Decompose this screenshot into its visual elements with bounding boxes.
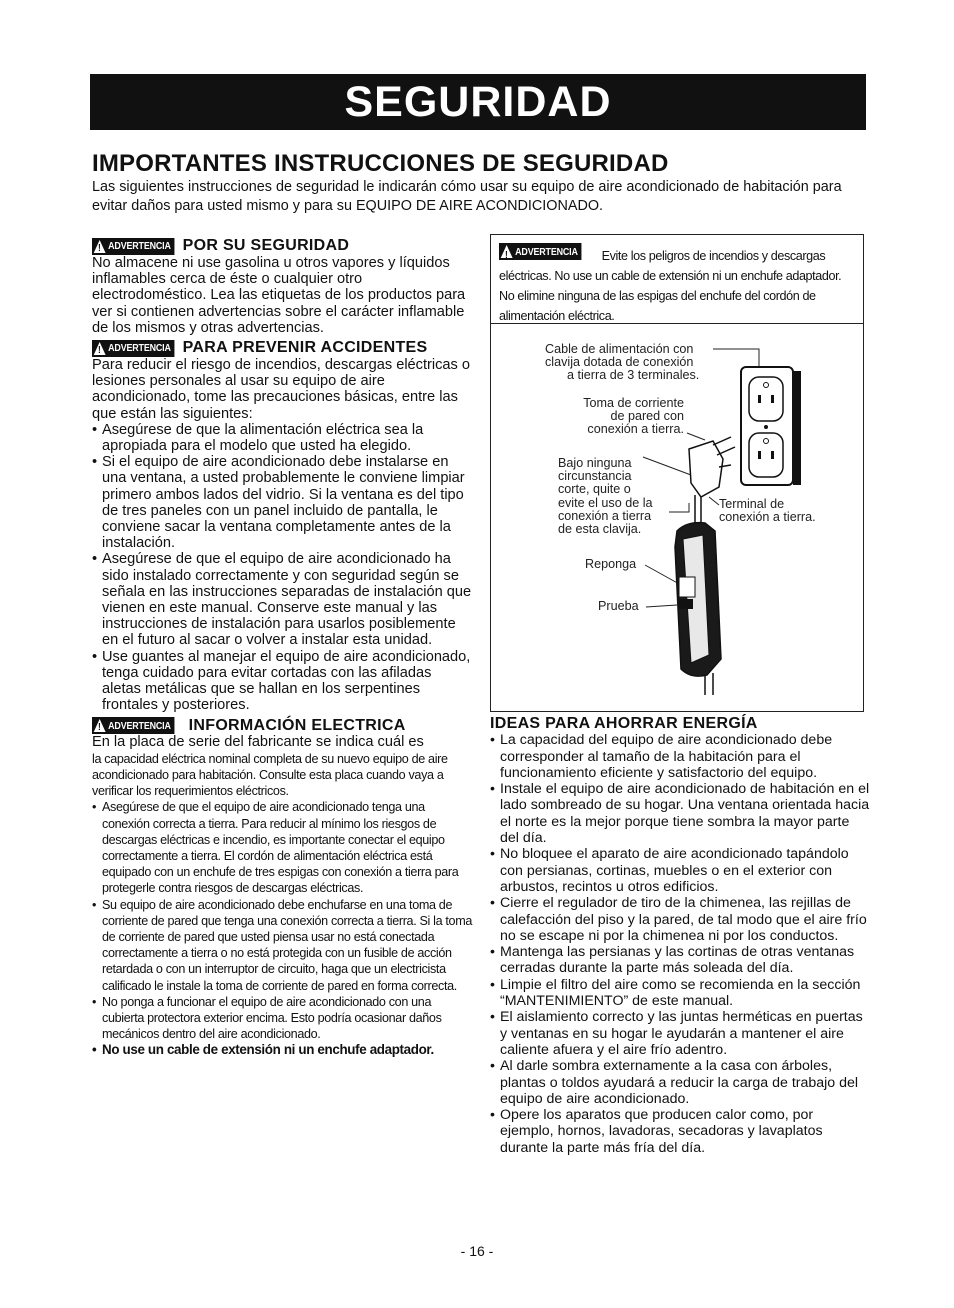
warning-triangle-icon <box>94 342 106 355</box>
label-line: Bajo ninguna <box>558 456 632 470</box>
list-item: • La capacidad del equipo de aire acondicionado debe corresponder al tamaño de la habitación para el funcionamiento eficiente y satisfactorio del equipo. <box>490 732 870 781</box>
plug-outlet-diagram <box>491 235 863 711</box>
list-item: • Opere los aparatos que producen calor como, por ejemplo, hornos, lavadoras, secadoras y lavaplatos durante la parte más fría del día. <box>490 1107 870 1156</box>
label-line: conexión a tierra <box>558 508 652 523</box>
warning-badge-label: ADVERTENCIA <box>108 719 171 732</box>
label-line: conexión a tierra. <box>587 422 684 437</box>
list-item: • Su equipo de aire acondicionado debe enchufarse en una toma de corriente de pared que tenga una conexión correcta a tierra. Si la toma de corriente de pared que usted piensa usar no está conectada correctamente a tierra o no está protegida con un fusible de acción retardada o con un interruptor de circuito, haga que un electricista calificado le instale la toma de corriente de pared en forma correcta. <box>92 897 472 994</box>
label-line: de esta clavija. <box>558 522 642 537</box>
page-number: - 16 - <box>460 1243 494 1259</box>
warning-badge-label: ADVERTENCIA <box>515 245 578 258</box>
section-electric-lead: En la placa de serie del fabricante se indica cuál es <box>92 734 424 751</box>
section-accidents-body: Para reducir el riesgo de incendios, descargas eléctricas o lesiones personales al usar su equipo de aire acondicionado, tome las precauciones básicas, entre las que están las siguientes: <box>92 357 471 422</box>
accidents-list <box>92 422 472 714</box>
list-item: • Cierre el regulador de tiro de la chimenea, las rejillas de calefacción del piso y la pared, de tal modo que el aire frío no se escape ni por la chimenea ni por los conductos. <box>490 895 870 944</box>
list-item: • Asegúrese de que el equipo de aire acondicionado ha sido instalado correctamente y con seguridad según se señala en las instrucciones separadas de instalación que vienen en este manual. Conserve este manual y las instrucciones de instalación para usarlos posiblemente en el futuro al sacar o volver a instalar esta unidad. <box>92 551 472 648</box>
label-line: evite el uso de la <box>558 495 653 510</box>
section-safety-heading <box>92 238 472 255</box>
list-item: • Mantenga las persianas y las cortinas de otras ventanas cerradas durante la parte más soleada del día. <box>490 944 870 977</box>
list-item: • El aislamiento correcto y las juntas herméticas en puertas y ventanas en su hogar le ayudarán a mantener el aire caliente afuera y el aire frío adentro. <box>490 1009 870 1058</box>
warning-badge-label: ADVERTENCIA <box>108 342 171 355</box>
warning-badge-label: ADVERTENCIA <box>108 240 171 253</box>
electric-list <box>92 799 472 1058</box>
list-item: • Asegúrese de que la alimentación eléctrica sea la apropiada para el modelo que usted ha elegido. <box>92 422 472 454</box>
main-title: IMPORTANTES INSTRUCCIONES DE SEGURIDAD <box>92 150 669 177</box>
section-electric-heading <box>92 717 472 734</box>
gfci-device-icon <box>675 523 721 695</box>
label-line: corte, quite o <box>558 482 631 497</box>
energy-tips-list <box>490 732 870 1156</box>
list-item: • Limpie el filtro del aire como se recomienda en la sección “MANTENIMIENTO” de este manual. <box>490 977 870 1010</box>
warning-box <box>490 234 864 712</box>
label-line: de pared con <box>610 409 684 424</box>
list-item: • Al darle sombra externamente a la casa con árboles, plantas o toldos ayudará a reducir la carga de trabajo del equipo de aire acondicionado. <box>490 1058 870 1107</box>
section-electric-title: INFORMACIÓN ELECTRICA <box>188 716 406 734</box>
warning-triangle-icon <box>94 719 106 732</box>
label-reset: Reponga <box>585 557 637 571</box>
list-item: • Instale el equipo de aire acondicionado de habitación en el lado sombreado de su hogar. Una ventana orientada hacia el norte es la mejor porque tiene sombra la mayor parte del día. <box>490 781 870 846</box>
wall-outlet-icon <box>741 367 801 485</box>
label-test: Prueba <box>598 599 639 613</box>
section-accidents-heading <box>92 340 472 357</box>
warning-badge <box>92 717 174 734</box>
left-column <box>92 238 472 1059</box>
section-safety-title: POR SU SEGURIDAD <box>182 237 350 255</box>
label-line: conexión a tierra. <box>719 510 816 525</box>
list-item: • No ponga a funcionar el equipo de aire acondicionado con una cubierta protectora exterior encima. Esto podría ocasionar daños mecánicos dentro del aire acondicionado. <box>92 994 472 1043</box>
warning-box-message: Evite los peligros de incendios y descargas eléctricas. No use un cable de extensión ni un enchufe adaptador. No elimine ninguna de las espigas del enchufe del cordón de alimentación eléctrica. <box>499 249 842 323</box>
right-column <box>490 716 870 1156</box>
warning-badge <box>92 340 174 357</box>
label-line: circunstancia <box>558 469 632 484</box>
section-accidents-title: PARA PREVENIR ACCIDENTES <box>182 339 428 357</box>
list-item-bold: • No use un cable de extensión ni un enchufe adaptador. <box>92 1042 472 1058</box>
section-electric-body: la capacidad eléctrica nominal completa de su nuevo equipo de aire acondicionado para habitación. Consulte esta placa cuando vaya a verificar los requerimientos eléctricos. <box>92 751 448 799</box>
page-banner: SEGURIDAD <box>90 74 866 130</box>
label-line: Cable de alimentación con <box>545 342 694 356</box>
label-line: Terminal de <box>719 497 785 511</box>
section-energy-title: IDEAS PARA AHORRAR ENERGÍA <box>490 715 758 732</box>
list-item: • Use guantes al manejar el equipo de aire acondicionado, tenga cuidado para evitar cortadas con las afiladas aletas metálicas que se hallan en los serpentines frontales y posteriores. <box>92 649 472 714</box>
label-line: Toma de corriente <box>583 396 684 410</box>
list-item: • Asegúrese de que el equipo de aire acondicionado tenga una conexión correcta a tierra. Para reducir al mínimo los riesgos de descargas eléctricas e incendio, es importante conectar el equipo correctamente a tierra. El cordón de alimentación eléctrica está equipado con un enchufe de tres espigas con conexión a tierra para protegerle contra riesgos de descargas eléctricas. <box>92 799 472 896</box>
plug-icon <box>689 437 735 525</box>
warning-badge <box>92 238 174 255</box>
label-line: a tierra de 3 terminales. <box>567 368 700 383</box>
list-item: • No bloquee el aparato de aire acondicionado tapándolo con persianas, cortinas, muebles o en el exterior con arbustos, recintos u otros edificios. <box>490 846 870 895</box>
list-item: • Si el equipo de aire acondicionado debe instalarse en una ventana, a usted probablemente le conviene limpiar primero ambos lados del vidrio. Si la ventana es del tipo de tres paneles con un panel incluido de pantalla, le conviene sacar la ventana completamente antes de la instalación. <box>92 454 472 551</box>
warning-triangle-icon <box>94 240 106 253</box>
intro-text: Las siguientes instrucciones de seguridad le indicarán cómo usar su equipo de aire acondicionado de habitación para evitar daños para usted mismo y para su EQUIPO DE AIRE ACONDICIONADO. <box>92 179 842 214</box>
label-line: clavija dotada de conexión <box>545 355 694 370</box>
section-safety-body: No almacene ni use gasolina u otros vapores y líquidos inflamables cerca de éste o cualquier otro electrodoméstico. Lea las etiquetas de los productos para ver si contienen advertencias sobre el carácter inflamable de los mismos y otras advertencias. <box>92 255 466 336</box>
